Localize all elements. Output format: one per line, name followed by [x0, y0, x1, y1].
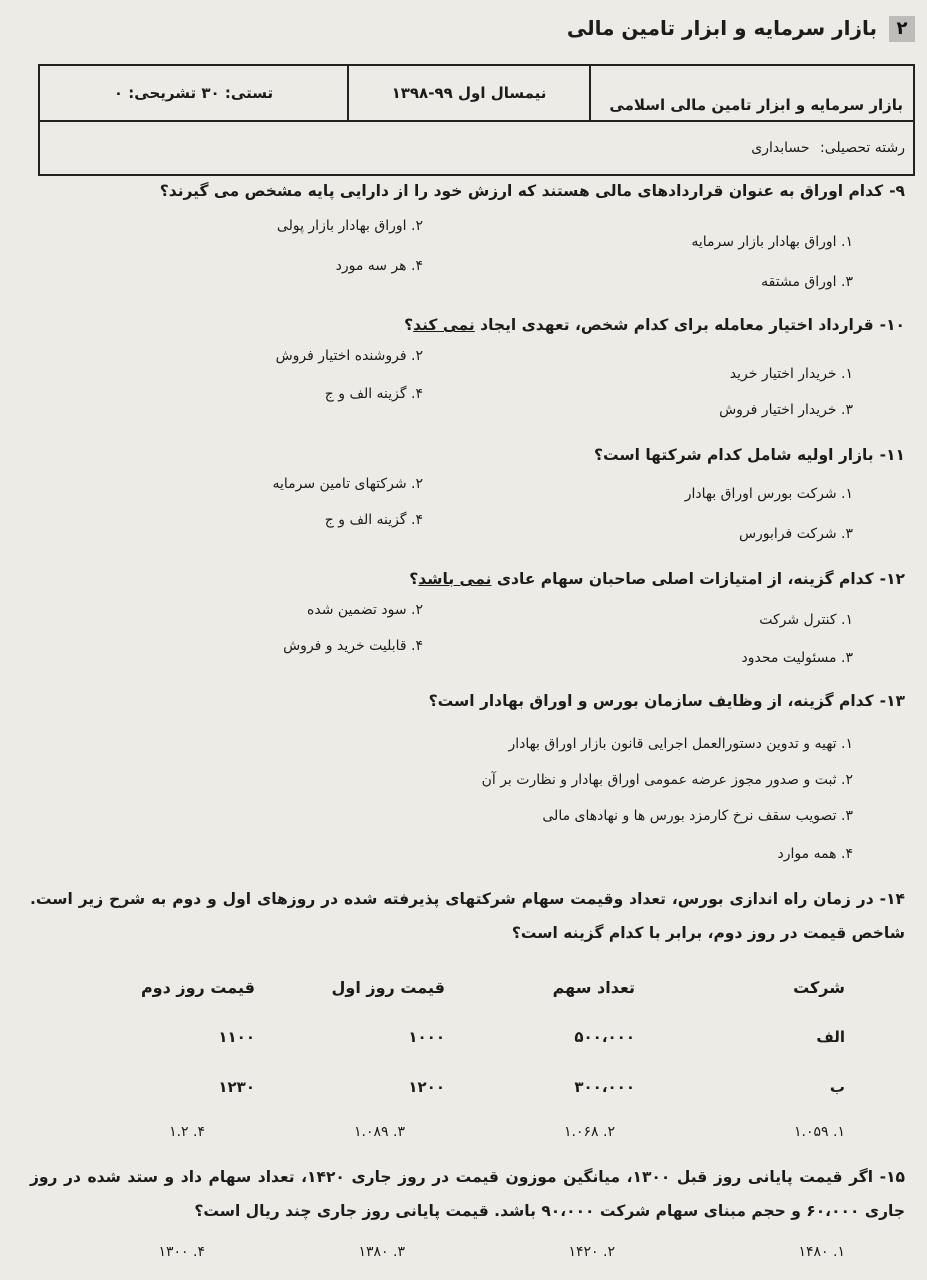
- question-14: [30, 882, 905, 1152]
- question-counts: تستی: ۳۰ تشریحی: ۰: [113, 84, 274, 102]
- question-11: [30, 440, 905, 565]
- option-4: ۴. ۱۳۰۰: [158, 1244, 205, 1260]
- option-4: ۴. ۱.۲: [169, 1124, 205, 1140]
- option-3: ۳. شرکت فرابورس: [738, 526, 853, 542]
- semester: نیمسال اول ۹۹-۱۳۹۸: [347, 66, 589, 120]
- question-text: [594, 446, 905, 464]
- option-4: ۴. همه موارد: [777, 846, 853, 862]
- answer-options: [30, 1244, 905, 1268]
- question-number: ۱۴-: [879, 890, 905, 908]
- option-2: ۲. ۱۴۲۰: [568, 1244, 615, 1260]
- document-title: بازار سرمایه و ابزار تامین مالی: [566, 16, 877, 40]
- option-3: ۳. خریدار اختیار فروش: [719, 402, 853, 418]
- question-mark: ؟: [404, 316, 414, 334]
- option-3: ۳. تصویب سقف نرخ کارمزد بورس ها و نهادهای مالی: [542, 808, 853, 824]
- table-cell: ۵۰۰،۰۰۰: [574, 1028, 635, 1046]
- field-row: [40, 122, 913, 174]
- table-header: شرکت: [793, 978, 845, 997]
- option-2: ۲. فروشنده اختیار فروش: [275, 348, 423, 364]
- question-text: [30, 882, 905, 950]
- option-1: ۱. شرکت بورس اوراق بهادار: [684, 486, 853, 502]
- question-body: کدام گزینه، از وظایف سازمان بورس و اوراق بهادار است؟: [428, 692, 874, 710]
- exam-info-row: [40, 66, 913, 122]
- question-body: قرارداد اختیار معامله برای کدام شخص، تعهدی ایجاد: [474, 316, 874, 334]
- question-13: [30, 688, 905, 878]
- question-number: ۱۰-: [879, 316, 905, 334]
- question-body: اگر قیمت پایانی روز قبل ۱۳۰۰، میانگین موزون قیمت در روز جاری ۱۴۲۰، تعداد سهام داد و ستد شده در روز جاری ۶۰،۰۰۰ و حجم مبنای سهام شرکت ۹۰،۰۰۰ باشد. قیمت پایانی روز جاری چند ریال است؟: [30, 1168, 905, 1220]
- document-header: [10, 10, 917, 46]
- option-3: ۳. مسئولیت محدود: [741, 650, 853, 666]
- field-label: رشته تحصیلی:: [820, 140, 905, 156]
- table-cell: ۱۲۰۰: [408, 1078, 445, 1096]
- option-1: ۱. خریدار اختیار خرید: [729, 366, 853, 382]
- question-text: [160, 182, 905, 200]
- question-body: در زمان راه اندازی بورس، تعداد وقیمت سهام شرکتهای پذیرفته شده در روزهای اول و دوم به شرح زیر است. شاخص قیمت در روز دوم، برابر با کدام گزینه است؟: [30, 890, 905, 942]
- question-body: بازار اولیه شامل کدام شرکتها است؟: [593, 446, 874, 464]
- question-15: [30, 1160, 905, 1275]
- table-header: تعداد سهم: [552, 978, 635, 997]
- field-value: حسابداری: [751, 140, 810, 156]
- question-number: ۱۲-: [879, 570, 905, 588]
- field-of-study: [745, 140, 905, 156]
- option-3: ۳. اوراق مشتقه: [761, 274, 853, 290]
- course-name: بازار سرمایه و ابزار تامین مالی اسلامی: [589, 66, 913, 120]
- table-cell: ۱۰۰۰: [408, 1028, 445, 1046]
- option-1: ۱. ۱۴۸۰: [798, 1244, 845, 1260]
- table-header: قیمت روز اول: [331, 978, 445, 997]
- question-number: ۱۵-: [879, 1168, 905, 1186]
- option-4: ۴. هر سه مورد: [335, 258, 423, 274]
- question-text: [404, 316, 905, 334]
- option-2: ۲. ۱.۰۶۸: [564, 1124, 615, 1140]
- question-emphasis: نمی کند: [413, 316, 475, 334]
- option-1: ۱. تهیه و تدوین دستورالعمل اجرایی قانون بازار اوراق بهادار: [508, 736, 853, 752]
- option-2: ۲. ثبت و صدور مجوز عرضه عمومی اوراق بهادار و نظارت بر آن: [481, 772, 853, 788]
- table-cell: ۱۱۰۰: [218, 1028, 255, 1046]
- exam-info-box: [38, 64, 915, 176]
- option-3: ۳. ۱.۰۸۹: [354, 1124, 405, 1140]
- option-4: ۴. گزینه الف و ج: [324, 386, 423, 402]
- option-1: ۱. ۱.۰۵۹: [794, 1124, 845, 1140]
- table-cell: ۳۰۰،۰۰۰: [574, 1078, 635, 1096]
- question-12: [30, 566, 905, 686]
- question-number: ۱۱-: [879, 446, 905, 464]
- question-text: [409, 570, 905, 588]
- question-9: [30, 176, 905, 306]
- question-mark: ؟: [409, 570, 419, 588]
- question-emphasis: نمی باشد: [418, 570, 492, 588]
- question-text: [30, 1160, 905, 1228]
- table-cell: الف: [816, 1028, 845, 1046]
- table-cell: ۱۲۳۰: [218, 1078, 255, 1096]
- question-text: [429, 692, 905, 710]
- table-cell: ب: [829, 1078, 845, 1096]
- question-number: ۹-: [889, 182, 905, 200]
- answer-options: [30, 1124, 905, 1148]
- option-4: ۴. گزینه الف و ج: [324, 512, 423, 528]
- option-1: ۱. اوراق بهادار بازار سرمایه: [691, 234, 853, 250]
- question-body: کدام گزینه، از امتیازات اصلی صاحبان سهام عادی: [491, 570, 874, 588]
- table-header: قیمت روز دوم: [140, 978, 255, 997]
- question-10: [30, 310, 905, 435]
- option-2: ۲. سود تضمین شده: [307, 602, 423, 618]
- page-number: ۲: [889, 16, 915, 42]
- option-1: ۱. کنترل شرکت: [759, 612, 853, 628]
- option-4: ۴. قابلیت خرید و فروش: [283, 638, 423, 654]
- option-3: ۳. ۱۳۸۰: [358, 1244, 405, 1260]
- question-body: کدام اوراق به عنوان قراردادهای مالی هستند که ارزش خود را از دارایی پایه مشخص می گیرند؟: [159, 182, 884, 200]
- option-2: ۲. شرکتهای تامین سرمایه: [272, 476, 423, 492]
- option-2: ۲. اوراق بهادار بازار پولی: [276, 218, 423, 234]
- question-number: ۱۳-: [879, 692, 905, 710]
- stock-table: [130, 978, 845, 1118]
